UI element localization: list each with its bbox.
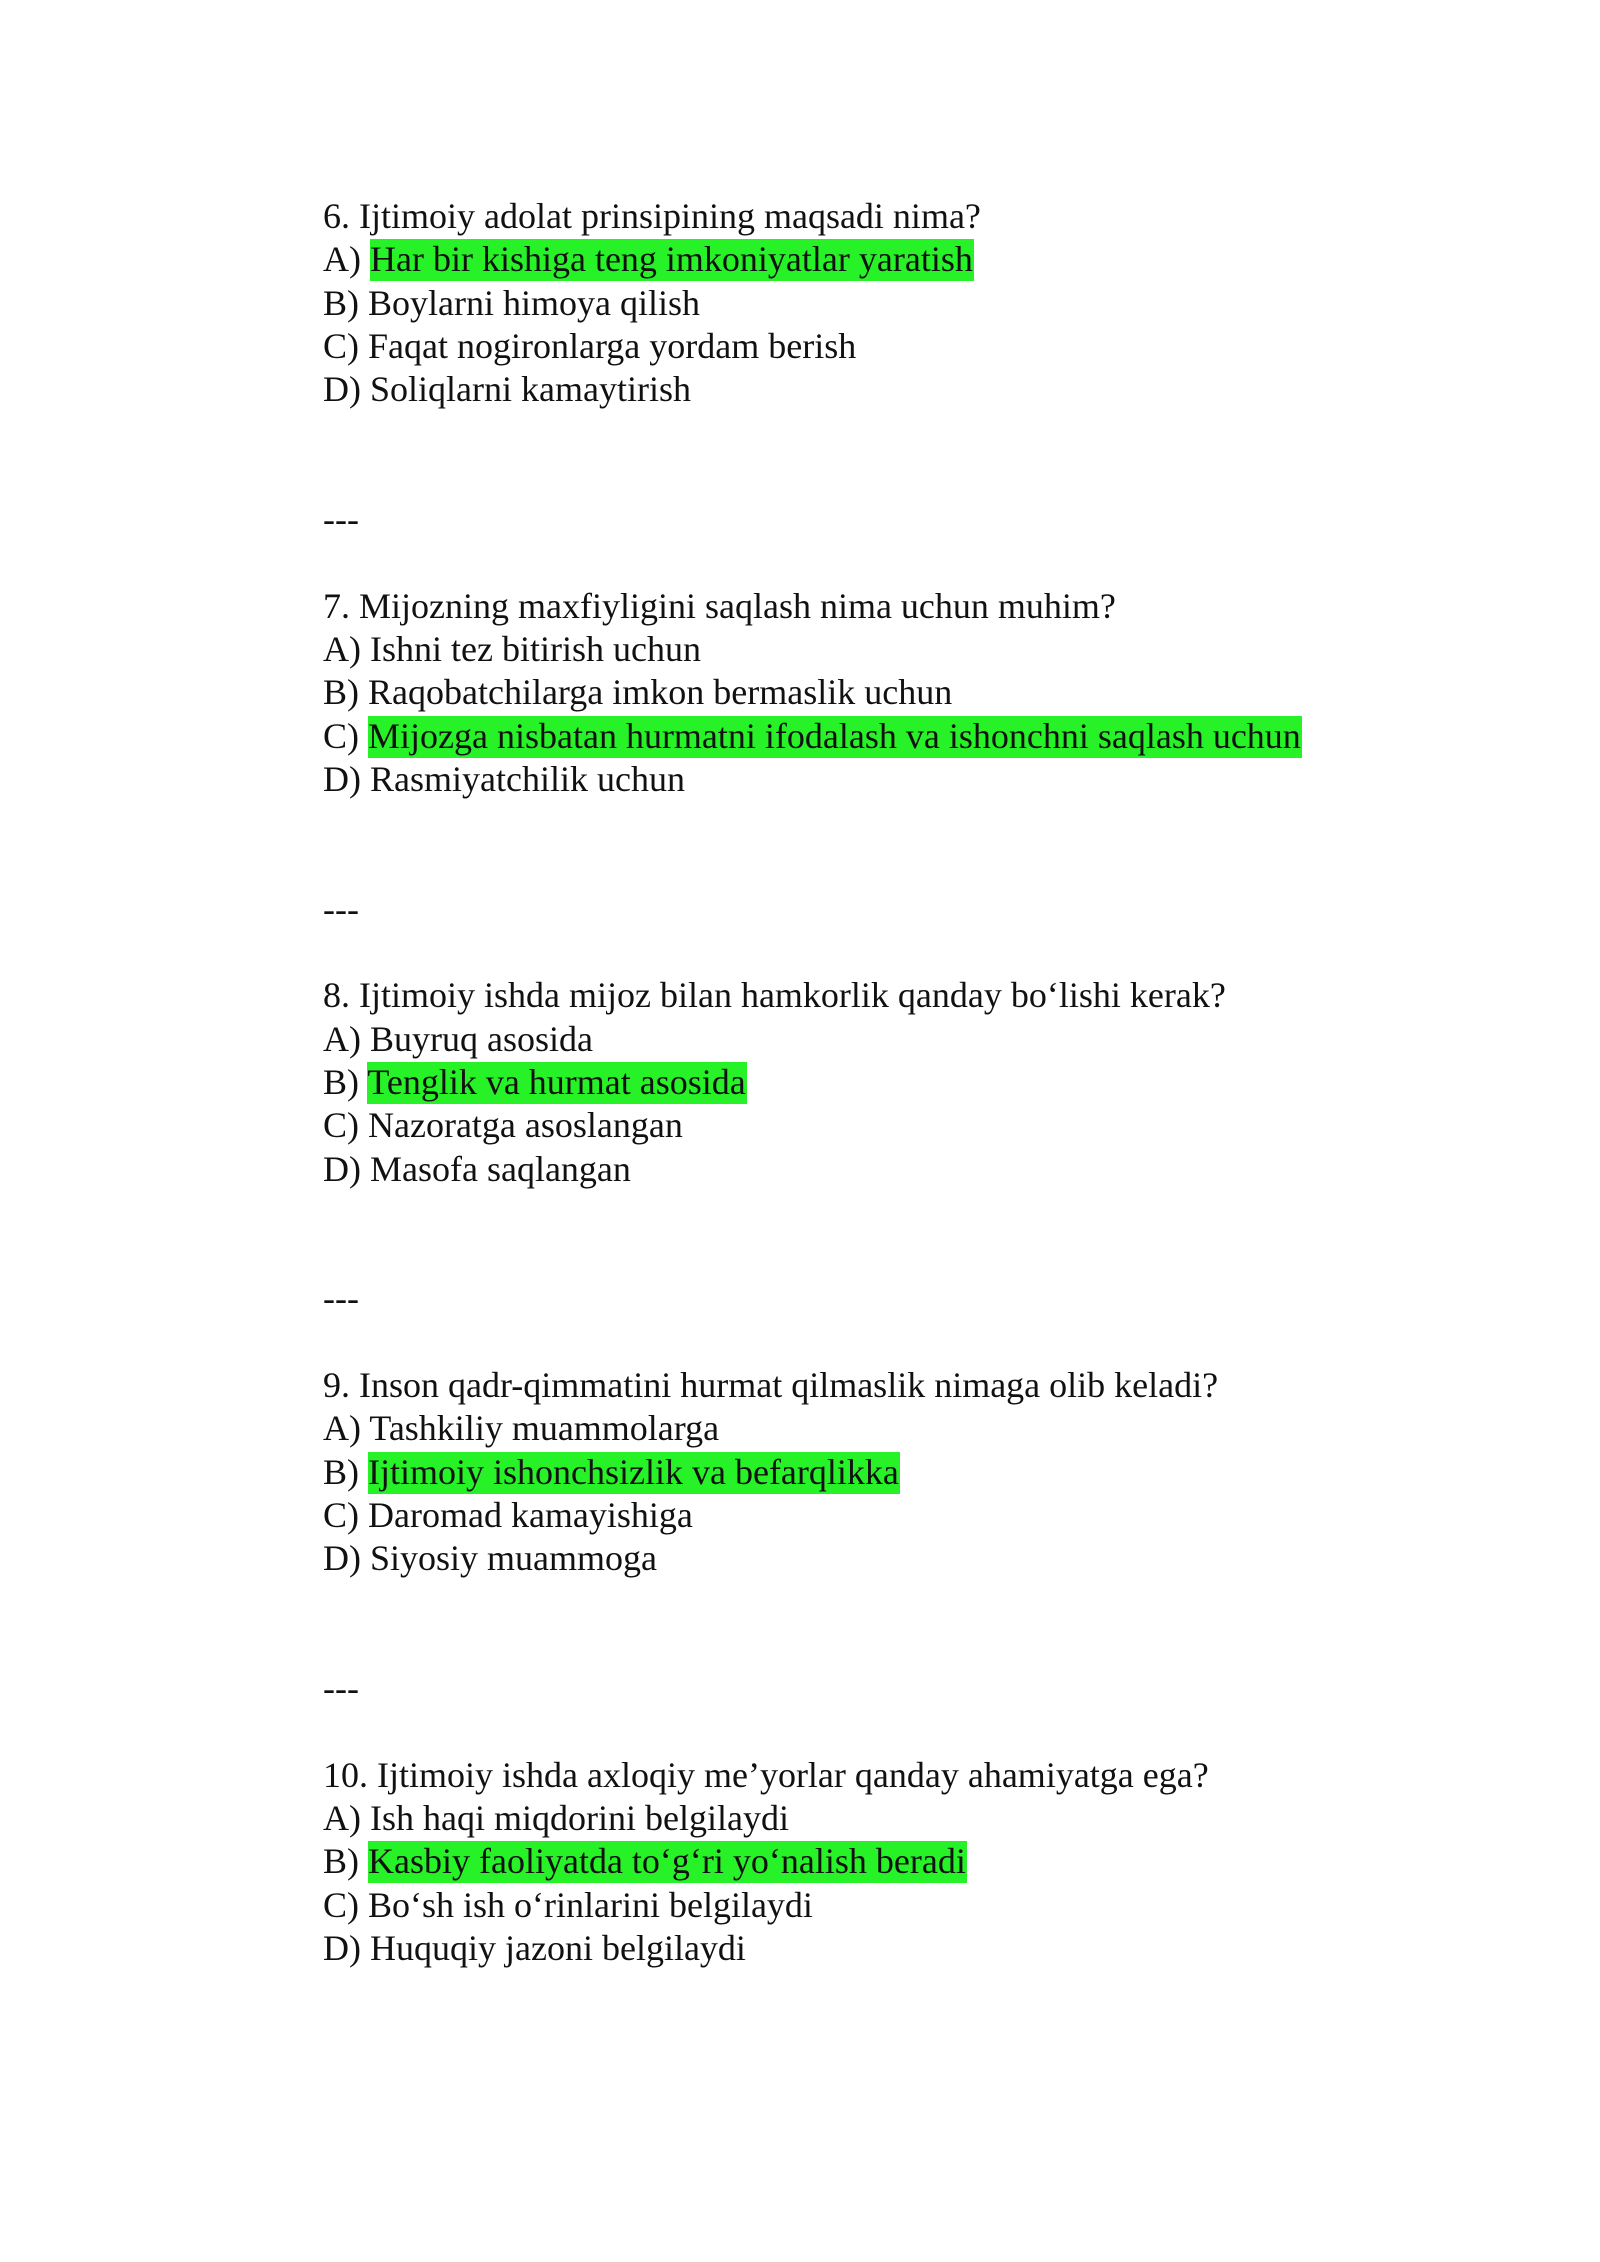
question-block [323,585,1503,975]
option-text: Ishni tez bitirish uchun [370,628,701,669]
option-text: Masofa saqlangan [370,1148,631,1189]
answer-option [323,758,1503,801]
option-text: Bo‘sh ish o‘rinlarini belgilaydi [368,1884,813,1925]
option-letter: B) [323,1841,368,1882]
correct-answer-highlight: Mijozga nisbatan hurmatni ifodalash va ishonchni saqlash uchun [368,715,1301,756]
option-text: Rasmiyatchilik uchun [370,758,685,799]
answer-option [323,1061,1503,1104]
separator: --- [323,888,359,929]
blank-line [323,1624,1503,1667]
blank-line [323,1321,1503,1364]
option-text: Siyosiy muammoga [370,1538,657,1579]
blank-line [323,541,1503,584]
answer-option [323,628,1503,671]
answer-option [323,1884,1503,1927]
option-text: Faqat nogironlarga yordam berish [368,325,857,366]
answer-option [323,715,1503,758]
option-letter: C) [323,1494,368,1535]
option-text: Huquqiy jazoni belgilaydi [370,1927,746,1968]
question-text: 10. Ijtimoiy ishda axloqiy me’yorlar qanday ahamiyatga ega? [323,1754,1209,1795]
question-text: 9. Inson qadr-qimmatini hurmat qilmaslik nimaga olib keladi? [323,1365,1219,1406]
answer-option [323,1927,1503,1970]
option-text: Daromad kamayishiga [368,1494,693,1535]
blank-line [323,1581,1503,1624]
correct-answer-highlight: Ijtimoiy ishonchsizlik va befarqlikka [368,1451,899,1492]
answer-option [323,238,1503,281]
blank-line [323,411,1503,454]
answer-option [323,1018,1503,1061]
blank-line [323,1710,1503,1753]
option-letter: A) [323,1797,370,1838]
correct-answer-highlight: Kasbiy faoliyatda to‘g‘ri yo‘nalish beradi [368,1841,966,1882]
question-block [323,195,1503,585]
option-text: Raqobatchilarga imkon bermaslik uchun [368,672,953,713]
option-letter: A) [323,1408,370,1449]
option-letter: A) [323,628,370,669]
answer-option [323,1537,1503,1580]
blank-line [323,931,1503,974]
option-letter: C) [323,1884,368,1925]
option-letter: D) [323,1148,370,1189]
option-text: Tashkiliy muammolarga [369,1408,720,1449]
option-letter: D) [323,369,370,410]
answer-option [323,325,1503,368]
option-letter: A) [323,1018,370,1059]
option-text: Nazoratga asoslangan [368,1105,683,1146]
question-list [323,195,1503,1970]
option-letter: B) [323,282,368,323]
answer-option [323,1494,1503,1537]
option-text: Buyruq asosida [370,1018,593,1059]
blank-line [323,1234,1503,1277]
blank-line [323,844,1503,887]
question-block [323,1364,1503,1754]
question-text: 6. Ijtimoiy adolat prinsipining maqsadi nima? [323,196,981,236]
option-letter: D) [323,1927,370,1968]
answer-option [323,368,1503,411]
option-text: Boylarni himoya qilish [368,282,700,323]
option-letter: D) [323,1538,370,1579]
question-text: 7. Mijozning maxfiyligini saqlash nima uchun muhim? [323,585,1116,626]
question-block [323,974,1503,1364]
answer-option [323,282,1503,325]
option-letter: B) [323,1061,368,1102]
answer-option [323,1104,1503,1147]
answer-option [323,1797,1503,1840]
question-text: 8. Ijtimoiy ishda mijoz bilan hamkorlik qanday bo‘lishi kerak? [323,975,1226,1016]
blank-line [323,801,1503,844]
option-letter: D) [323,758,370,799]
answer-option [323,671,1503,714]
separator: --- [323,1278,359,1319]
question-block [323,1754,1503,1970]
option-text: Soliqlarni kamaytirish [370,369,691,410]
blank-line [323,455,1503,498]
option-text: Ish haqi miqdorini belgilaydi [370,1797,789,1838]
answer-option [323,1148,1503,1191]
correct-answer-highlight: Har bir kishiga teng imkoniyatlar yaratish [370,239,973,280]
answer-option [323,1451,1503,1494]
blank-line [323,1191,1503,1234]
option-letter: A) [323,239,370,280]
option-letter: C) [323,325,368,366]
option-letter: C) [323,715,368,756]
option-letter: B) [323,672,368,713]
separator: --- [323,499,359,540]
option-letter: B) [323,1451,368,1492]
option-letter: C) [323,1105,368,1146]
answer-option [323,1840,1503,1883]
separator: --- [323,1668,359,1709]
correct-answer-highlight: Tenglik va hurmat asosida [367,1061,746,1102]
answer-option [323,1407,1503,1450]
